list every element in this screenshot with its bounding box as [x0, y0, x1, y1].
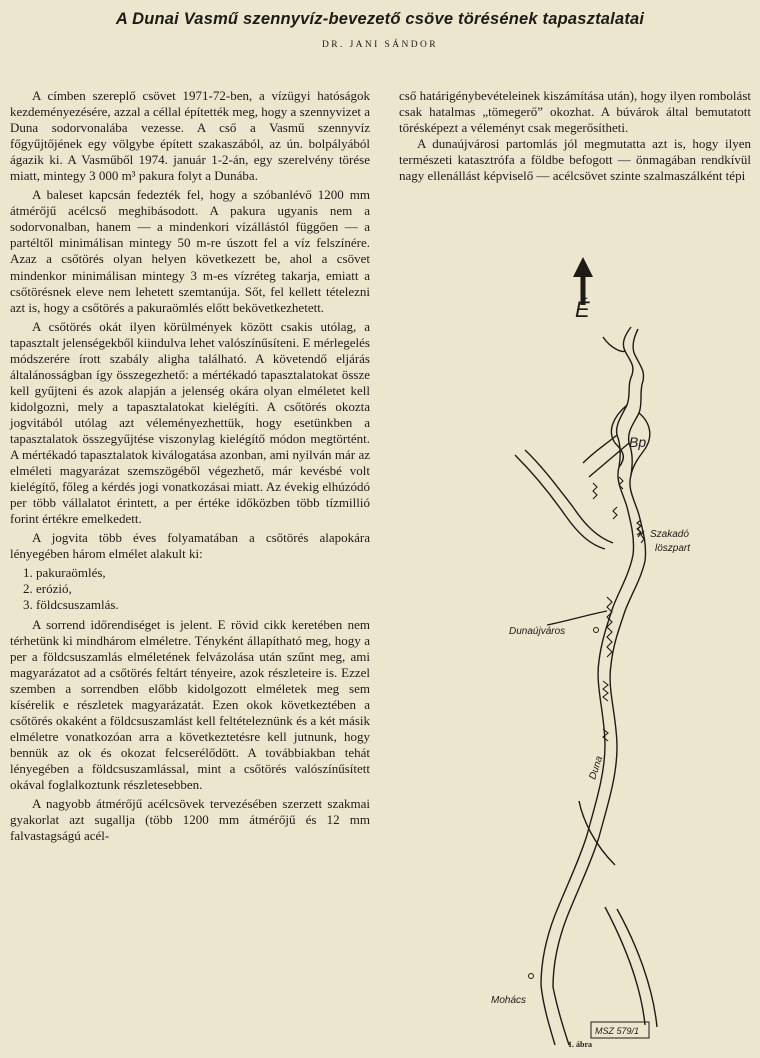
mohacs-label: Mohács — [491, 995, 527, 1006]
north-label: É — [575, 297, 590, 322]
paragraph: cső határigénybevételeinek kiszámítása után), hogy ilyen rombolást csak hatalmas „tömegerő” okozhat. A búvárok által bemutatott törésképezt a véleményt csak megerősítheti. — [399, 88, 751, 136]
list-item: 2. erózió, — [36, 581, 370, 597]
paragraph: A címben szereplő csövet 1971-72-ben, a vízügyi hatóságok kezdeményezésére, azzal a céllal építették meg, hogy a szennyvizet a Duna sodorvonalába vezesse. A cső a Vasmű szennyvíz főgyűjtőjének egy völgybe épített szakaszából, az ún. bolpályából ágazik ki. A Vasműből 1974. január 1-2-án, egy szerelvény törése miatt, mintegy 3 000 m³ pakura folyt a Dunába. — [10, 88, 370, 184]
paragraph: A dunaújvárosi partomlás jól megmutatta azt is, hogy ilyen természeti katasztrófa a földbe befogott — önmagában rendkívül nagy ellenállást képviselő — acélcsövet szinte szalmaszálként tépi — [399, 136, 751, 184]
theory-list — [10, 565, 370, 613]
left-column — [10, 88, 370, 847]
dunaujvaros-label: Dunaújváros — [509, 626, 566, 637]
paragraph: A baleset kapcsán fedezték fel, hogy a szóbanlévő 1200 mm átmérőjű acélcső meghibásodott. A pakura ugyanis nem a sodorvonalban, hanem — a mindenkori vízállástól függően — a partéltől minimálisan mintegy 50 m-re úszott fel a víz felszínére. Azaz a csőtörés olyan helyen következett be, ahol a csövet mindenkor minimálisan mintegy 3 m-es vízréteg takarja, emiatt a csőtörésnek eleve nem lehetett szemtanúja. Sőt, fel kellett tételezni azt is, hogy a csőtörés a pakuraömlés előtt bekövetkezhetett. — [10, 187, 370, 315]
article-title: A Dunai Vasmű szennyvíz-bevezető csöve törésének tapasztalatai — [115, 10, 645, 28]
paragraph: A nagyobb átmérőjű acélcsövek tervezésében szerzett szakmai gyakorlat azt sugallja (több 1200 mm átmérőjű és 12 mm falvastagságú acél- — [10, 796, 370, 844]
budapest-label: Bp — [629, 434, 647, 450]
list-item: 1. pakuraömlés, — [36, 565, 370, 581]
danube-map-figure — [455, 245, 755, 1055]
szakado-label: Szakadó — [650, 529, 689, 540]
figure-caption: 1. ábra — [568, 1040, 592, 1049]
list-item: 3. földcsuszamlás. — [36, 597, 370, 613]
stamp-label: MSZ 579/1 — [595, 1026, 640, 1036]
mohacs-marker-icon — [529, 974, 534, 979]
paragraph: A sorrend időrendiséget is jelent. E rövid cikk keretében nem térhetünk ki mindhárom elméletre. Tényként állapítható meg, hogy a per a földcsuszamlás elméletének felvázolása után szűnt meg, ami magyarázatot ad a csőtörés feltárt tényeire, azok részleteire is. Ezzel szemben a sorrendben előbb kidolgozott elméletek meg sem kísérelik e részletek magyarázatát. Ezen okok következtében a csőtörés okaként a földcsuszamlást kell feltételeznünk és a két másik elméletre vonatkozóan arra a következtetésre kell jutnunk, hogy bennük az ok és okozat felcserélődött. A továbbiakban tehát lényegében a földcsuszamlással, mint a csőtörés valószínűsített okával foglalkoztunk részletesebben. — [10, 616, 370, 792]
paragraph: A csőtörés okát ilyen körülmények között csakis utólag, a tapasztalt jelenségekből kiindulva lehet valószínűsíteni. E mérlegelés módszerére írott szabály aligha található. A követendő eljárás általánosságban így összegezhető: a mértékadó tapasztalatokat össze kell gyűjteni és azok alapján a jelenség okára olyan elméletet kell kidolgozni, mely a tapasztalatokat kielégíti. A csőtörés okozta jogvitából utólag azt véleményezhettük, hogy esetünkben a tapasztalatok összegyűjtése viszonylag kielégítő módon megtörtént. A mértékadó tapasztalatok kiválogatása azonban, ami nyilván már az elméleti magyarázat szemszögéből végezhető, már kevésbé volt kielégítő, főleg a kérdés jogi vonatkozásai miatt. Az évekig elhúzódó per több vállalatot érintett, a per értéke időközben több tízmillió forint értékre emelkedett. — [10, 318, 370, 527]
right-column — [399, 88, 751, 184]
author-name: DR. JANI SÁNDOR — [322, 40, 438, 50]
loszpart-label: löszpart — [655, 543, 691, 554]
dunaujvaros-marker-icon — [594, 628, 599, 633]
paragraph: A jogvita több éves folyamatában a csőtörés alapokára lényegében három elmélet alakult ki: — [10, 530, 370, 562]
duna-label: Duna — [587, 754, 606, 781]
